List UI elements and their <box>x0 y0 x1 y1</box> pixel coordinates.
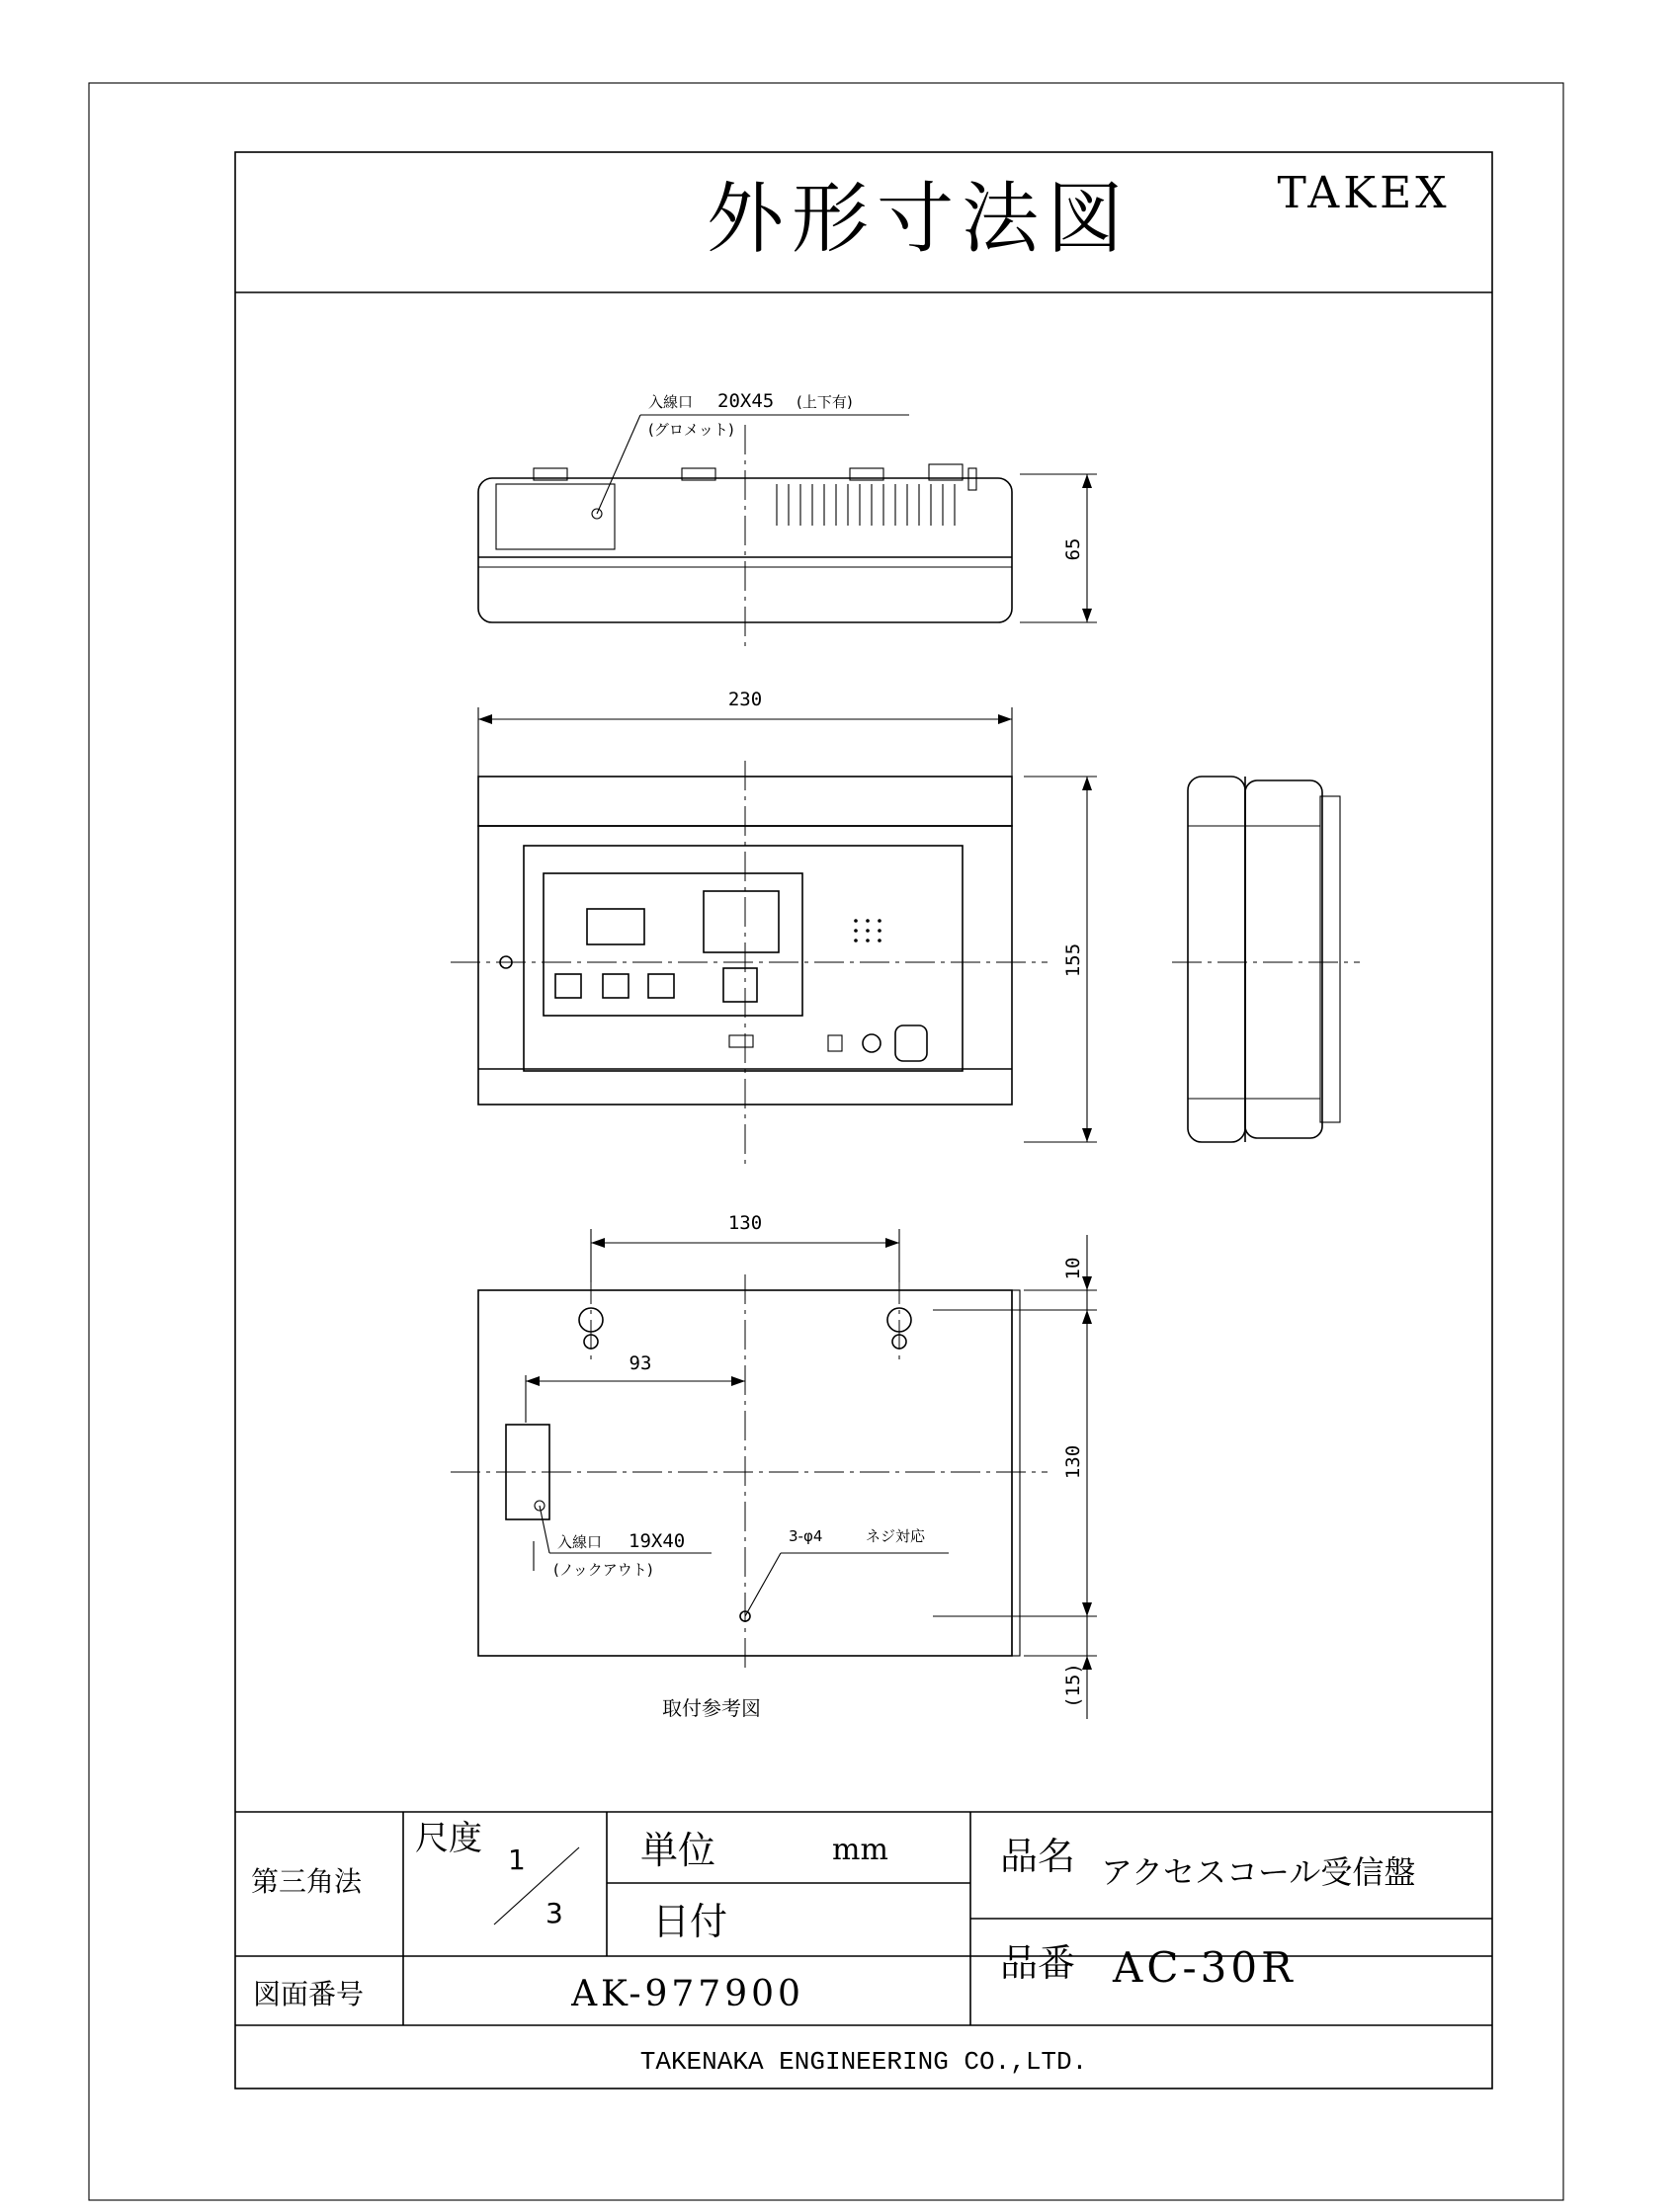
product-no: AC-30R <box>1113 1943 1297 1992</box>
scale-label: 尺度 <box>415 1819 482 1858</box>
top-inlet-label: 入線口 <box>648 393 694 411</box>
front-view <box>451 689 1097 1166</box>
inner-border <box>235 152 1492 2089</box>
key-icon <box>828 1035 842 1051</box>
call-button <box>895 1025 927 1061</box>
unit-label: 単位 <box>640 1829 716 1872</box>
button-1 <box>555 974 581 998</box>
top-margin-dim: 10 <box>1062 1257 1084 1280</box>
scale-numerator: 1 <box>508 1843 526 1876</box>
scale-denominator: 3 <box>545 1897 563 1929</box>
product-no-label: 品番 <box>1000 1941 1076 1985</box>
top-view <box>478 390 1097 652</box>
display-left <box>587 909 644 944</box>
product-name: アクセスコール受信盤 <box>1101 1853 1416 1891</box>
drawing-no-label: 図面番号 <box>253 1978 365 2010</box>
drawing-no: AK-977900 <box>571 1974 804 2014</box>
mount-inlet-size: 19X40 <box>629 1530 686 1552</box>
speaker-grille-icon <box>854 919 881 942</box>
mount-inlet-label: 入線口 <box>557 1533 603 1551</box>
title-block <box>235 1812 1492 2077</box>
button-large <box>723 968 757 1002</box>
screw-note-2: ネジ対応 <box>866 1527 926 1545</box>
front-width-dim: 230 <box>727 689 763 710</box>
button-2 <box>603 974 629 998</box>
offset-dim: 93 <box>629 1352 652 1374</box>
brand-logo: TAKEX <box>1277 168 1451 218</box>
side-view <box>1172 777 1360 1142</box>
mount-inlet-type: (ノックアウト) <box>553 1561 653 1579</box>
screw-note: 3-φ4 <box>789 1527 823 1545</box>
mount-caption: 取付参考図 <box>662 1696 761 1720</box>
display-right <box>704 891 779 952</box>
switch-icon <box>729 1035 753 1047</box>
button-3 <box>648 974 674 998</box>
bottom-margin-dim: (15) <box>1062 1663 1084 1708</box>
hole-spacing-dim: 130 <box>727 1212 763 1234</box>
company-name: TAKENAKA ENGINEERING CO.,LTD. <box>639 2047 1088 2077</box>
vent-slots <box>777 484 955 526</box>
side-cover <box>1245 780 1322 1138</box>
projection-label: 第三角法 <box>250 1865 363 1898</box>
front-panel-frame <box>524 846 963 1071</box>
top-inlet-note: (上下有) <box>797 393 853 411</box>
side-body <box>1188 777 1245 1142</box>
front-height-dim: 155 <box>1062 942 1084 978</box>
product-name-label: 品名 <box>1000 1835 1076 1878</box>
top-inlet-size: 20X45 <box>717 390 775 412</box>
top-inlet-type: (グロメット) <box>648 421 734 439</box>
lamp-icon <box>863 1034 881 1052</box>
front-control-panel <box>544 873 802 1016</box>
drawing-title: 外形寸法図 <box>706 175 1133 264</box>
mounting-view <box>451 1212 1097 1720</box>
side-back <box>1320 796 1340 1122</box>
top-height-dim: 65 <box>1062 537 1084 561</box>
inlet-box <box>496 484 615 549</box>
unit-value: mm <box>832 1833 888 1867</box>
date-label: 日付 <box>652 1900 728 1943</box>
vertical-dim: 130 <box>1062 1444 1084 1480</box>
